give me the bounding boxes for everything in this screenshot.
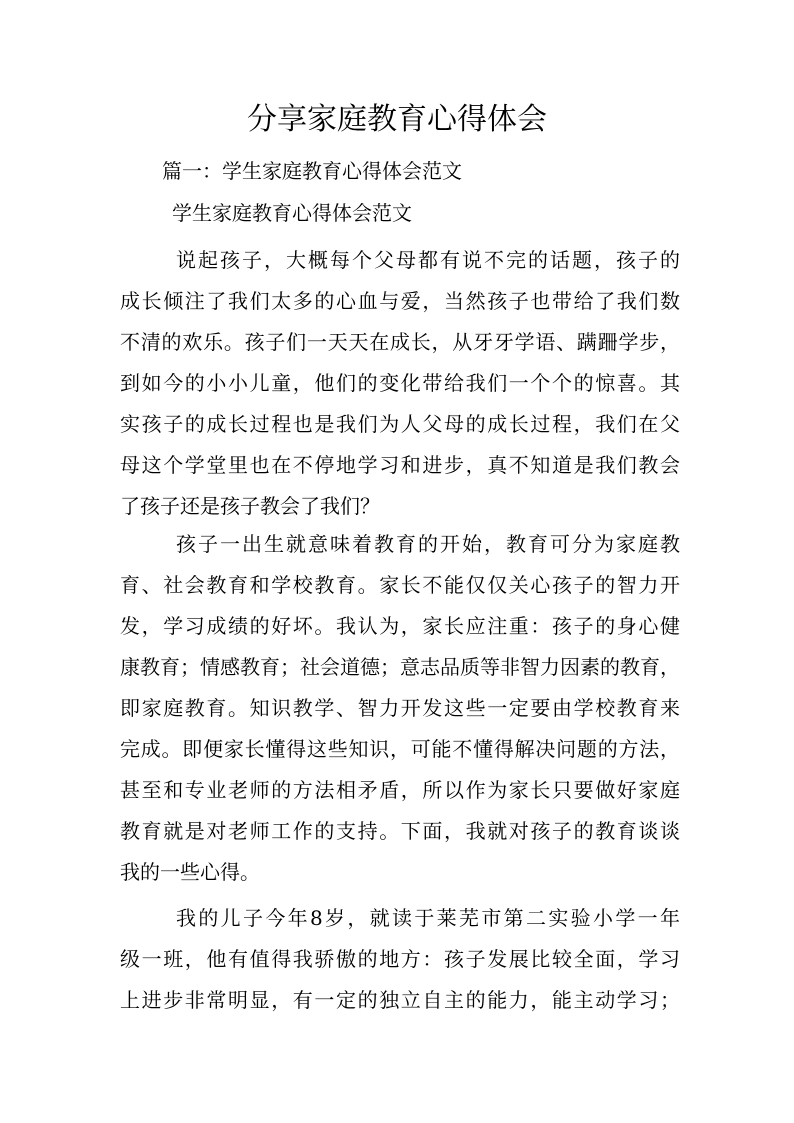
paragraph-line: 不清的欢乐。孩子们一天天在成长，从牙牙学语、蹒跚学步， [120, 330, 680, 354]
paragraph-2 [120, 524, 680, 893]
document-title: 分享家庭教育心得体会 [247, 102, 547, 137]
paragraph-line: 发，学习成绩的好坏。我认为，家长应注重：孩子的身心健 [120, 614, 680, 638]
paragraph-line: 成长倾注了我们太多的心血与爱，当然孩子也带给了我们数 [120, 289, 680, 313]
paragraph-1 [120, 240, 680, 527]
paragraph-line: 我的儿子今年8岁，就读于莱芜市第二实验小学一年 [176, 906, 680, 930]
paragraph-line: 孩子一出生就意味着教育的开始，教育可分为家庭教 [176, 532, 680, 556]
paragraph-line: 完成。即便家长懂得这些知识，可能不懂得解决问题的方法， [120, 737, 680, 761]
paragraph-line: 实孩子的成长过程也是我们为人父母的成长过程，我们在父 [120, 412, 680, 436]
paragraph-line: 级一班，他有值得我骄傲的地方：孩子发展比较全面，学习 [120, 947, 680, 971]
paragraph-line: 上进步非常明显，有一定的独立自主的能力，能主动学习； [120, 988, 680, 1012]
paragraph-line: 母这个学堂里也在不停地学习和进步，真不知道是我们教会 [120, 453, 680, 477]
paragraph-line: 育、社会教育和学校教育。家长不能仅仅关心孩子的智力开 [120, 573, 680, 597]
paragraph-3 [120, 898, 680, 1021]
paragraph-line: 教育就是对老师工作的支持。下面，我就对孩子的教育谈谈 [120, 819, 680, 843]
paragraph-line: 了孩子还是孩子教会了我们？ [120, 494, 380, 518]
paragraph-line: 康教育；情感教育；社会道德；意志品质等非智力因素的教育， [120, 655, 680, 679]
section-heading: 篇一：学生家庭教育心得体会范文 [162, 159, 462, 183]
paragraph-line: 甚至和专业老师的方法相矛盾，所以作为家长只要做好家庭 [120, 778, 680, 802]
paragraph-line: 即家庭教育。知识教学、智力开发这些一定要由学校教育来 [120, 696, 680, 720]
paragraph-line: 到如今的小小儿童，他们的变化带给我们一个个的惊喜。其 [120, 371, 680, 395]
paragraph-line: 我的一些心得。 [120, 860, 260, 884]
paragraph-line: 说起孩子，大概每个父母都有说不完的话题，孩子的 [176, 248, 680, 272]
article-title: 学生家庭教育心得体会范文 [172, 201, 412, 225]
